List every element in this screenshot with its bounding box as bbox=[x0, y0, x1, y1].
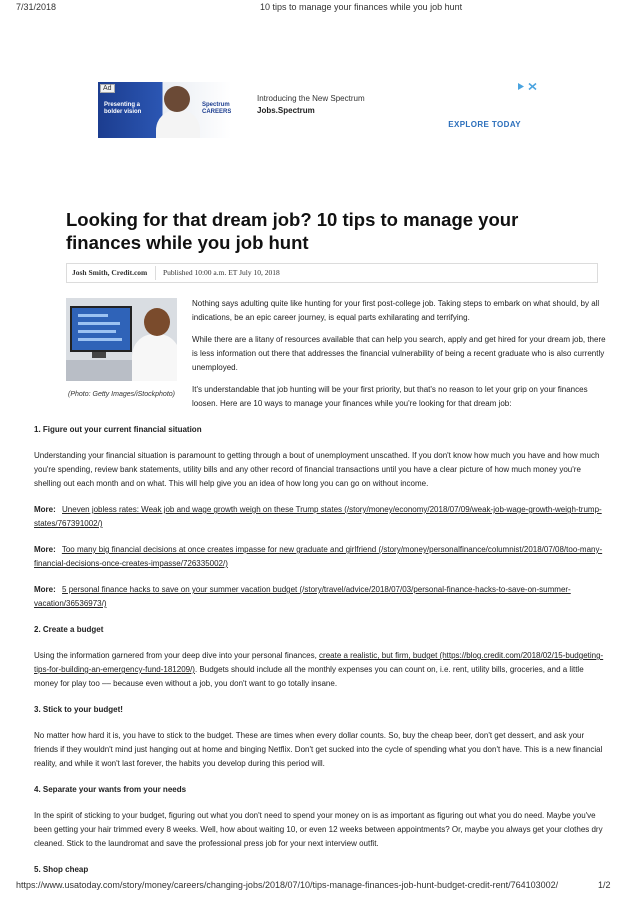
section-heading: 4. Separate your wants from your needs bbox=[34, 785, 187, 794]
article-photo bbox=[66, 298, 177, 381]
ad-badge: Ad bbox=[100, 84, 115, 93]
intro-paragraph: While there are a litany of resources available that can help you search, apply and get hired for your dream job, there is less information out there that addresses the financial vulnerability of being a recent graduate who is also currently unemployed. bbox=[192, 335, 606, 372]
paragraph-text: Using the information garnered from your deep dive into your personal finances, bbox=[34, 651, 320, 660]
more-link[interactable]: Uneven jobless rates: Weak job and wage growth weigh on these Trump states (/story/money/economy/2018/07/09/weak-job-wage-growth-weigh-trump-states/767391002/) bbox=[34, 505, 602, 528]
ad-image-brand: Spectrum CAREERS bbox=[202, 102, 231, 115]
article-intro bbox=[192, 297, 612, 419]
byline-divider bbox=[155, 266, 156, 280]
intro-paragraph: Nothing says adulting quite like hunting for your first post-college job. Taking steps to embark on what should, by all indications, be an epic career journey, is equal parts exhilarating and terrifying. bbox=[192, 299, 600, 322]
ad-image-text: Presenting a bolder vision bbox=[104, 102, 142, 115]
section-paragraph: Understanding your financial situation is paramount to getting through a bout of unemployment unscathed. If you don't know how much you have and how much you're spending, review bank statements, utility bills and any other record of financial transactions until you have a clear picture of how much money you're shelling out each month and on what. This will help give you an idea of how long you can go on without income. bbox=[34, 451, 600, 488]
advertisement-banner[interactable] bbox=[98, 82, 541, 138]
more-label: More: bbox=[34, 585, 56, 594]
ad-explore-button[interactable]: EXPLORE TODAY bbox=[448, 120, 521, 129]
more-label: More: bbox=[34, 545, 56, 554]
ad-person-head bbox=[164, 86, 190, 112]
adchoices-icon[interactable] bbox=[517, 82, 539, 91]
ad-person-body bbox=[156, 110, 200, 138]
print-date: 7/31/2018 bbox=[16, 2, 57, 12]
intro-paragraph: It's understandable that job hunting will be your first priority, but that's no reason to let your grip on your finances loosen. Here are 10 ways to manage your finances while you're looking for that dream job: bbox=[192, 385, 588, 408]
print-url: https://www.usatoday.com/story/money/careers/changing-jobs/2018/07/10/tips-manage-finances-job-hunt-budget-credit-rent/764103002/ bbox=[16, 880, 559, 890]
more-link[interactable]: Too many big financial decisions at once creates impasse for new graduate and girlfriend (/story/money/personalfinance/columnist/2018/07/08/too-many-financial-decisions-once-creates-impasse/726335002/) bbox=[34, 545, 603, 568]
section-paragraph: In the spirit of sticking to your budget, figuring out what you don't need to spend your money on is as important as figuring out what you do need. Maybe you've been getting your hair trimmed every 8 weeks. Well, how about waiting 10, or even 12 weeks between appointments? Or, maybe you always get your clothes dry cleaned. Stick to the laundromat and save the professional press job for your next interview outfit. bbox=[34, 811, 603, 848]
photo-person-body bbox=[132, 334, 177, 381]
ad-source[interactable]: Jobs.Spectrum bbox=[257, 106, 315, 115]
photo-monitor-stand bbox=[92, 352, 106, 358]
more-label: More: bbox=[34, 505, 56, 514]
ad-image[interactable] bbox=[98, 82, 231, 138]
photo-person-head bbox=[144, 308, 170, 336]
byline bbox=[66, 263, 598, 283]
print-page-title: 10 tips to manage your finances while you job hunt bbox=[260, 2, 463, 12]
ad-headline[interactable]: Introducing the New Spectrum bbox=[257, 94, 365, 103]
published-time: Published 10:00 a.m. ET July 10, 2018 bbox=[163, 268, 280, 277]
section-heading: 3. Stick to your budget! bbox=[34, 705, 123, 714]
budget-link[interactable]: create a realistic, but firm, budget (https://blog.credit.com/2018/02/15-budgeting-tips-for-building-an-emergency-fund-181209/) bbox=[34, 651, 604, 674]
more-link-row bbox=[34, 583, 608, 611]
photo-monitor bbox=[70, 306, 132, 352]
more-link-row bbox=[34, 543, 608, 571]
photo-caption: (Photo: Getty Images/iStockphoto) bbox=[68, 391, 175, 398]
more-link-row bbox=[34, 503, 608, 531]
section-heading: 5. Shop cheap bbox=[34, 865, 89, 874]
section-heading: 1. Figure out your current financial situation bbox=[34, 425, 202, 434]
section-paragraph bbox=[34, 649, 608, 691]
section-heading: 2. Create a budget bbox=[34, 625, 104, 634]
article-body bbox=[34, 423, 608, 889]
more-link[interactable]: 5 personal finance hacks to save on your summer vacation budget (/story/travel/advice/2018/07/03/personal-finance-hacks-to-save-on-summer-vacation/36536973/) bbox=[34, 585, 571, 608]
section-paragraph: No matter how hard it is, you have to stick to the budget. These are times when every dollar counts. So, buy the cheap beer, don't get dessert, and ask your friends if they wouldn't mind just hanging out at home and binging Netflix. Don't get sucked into the cycle of spending what you don't have. This is a new financial reality, and while it won't last forever, the habits you develop during this period will. bbox=[34, 731, 603, 768]
author-name[interactable]: Josh Smith, Credit.com bbox=[72, 268, 148, 277]
page-number: 1/2 bbox=[598, 880, 611, 890]
paragraph-text: . Budgets should include all the monthly expenses you can count on, i.e. rent, utility bills, groceries, and a little money for play too –– because even without a job, you don't want to go totally insane. bbox=[34, 665, 584, 688]
print-header bbox=[0, 0, 638, 14]
article-title: Looking for that dream job? 10 tips to manage your finances while you job hunt bbox=[66, 209, 519, 253]
